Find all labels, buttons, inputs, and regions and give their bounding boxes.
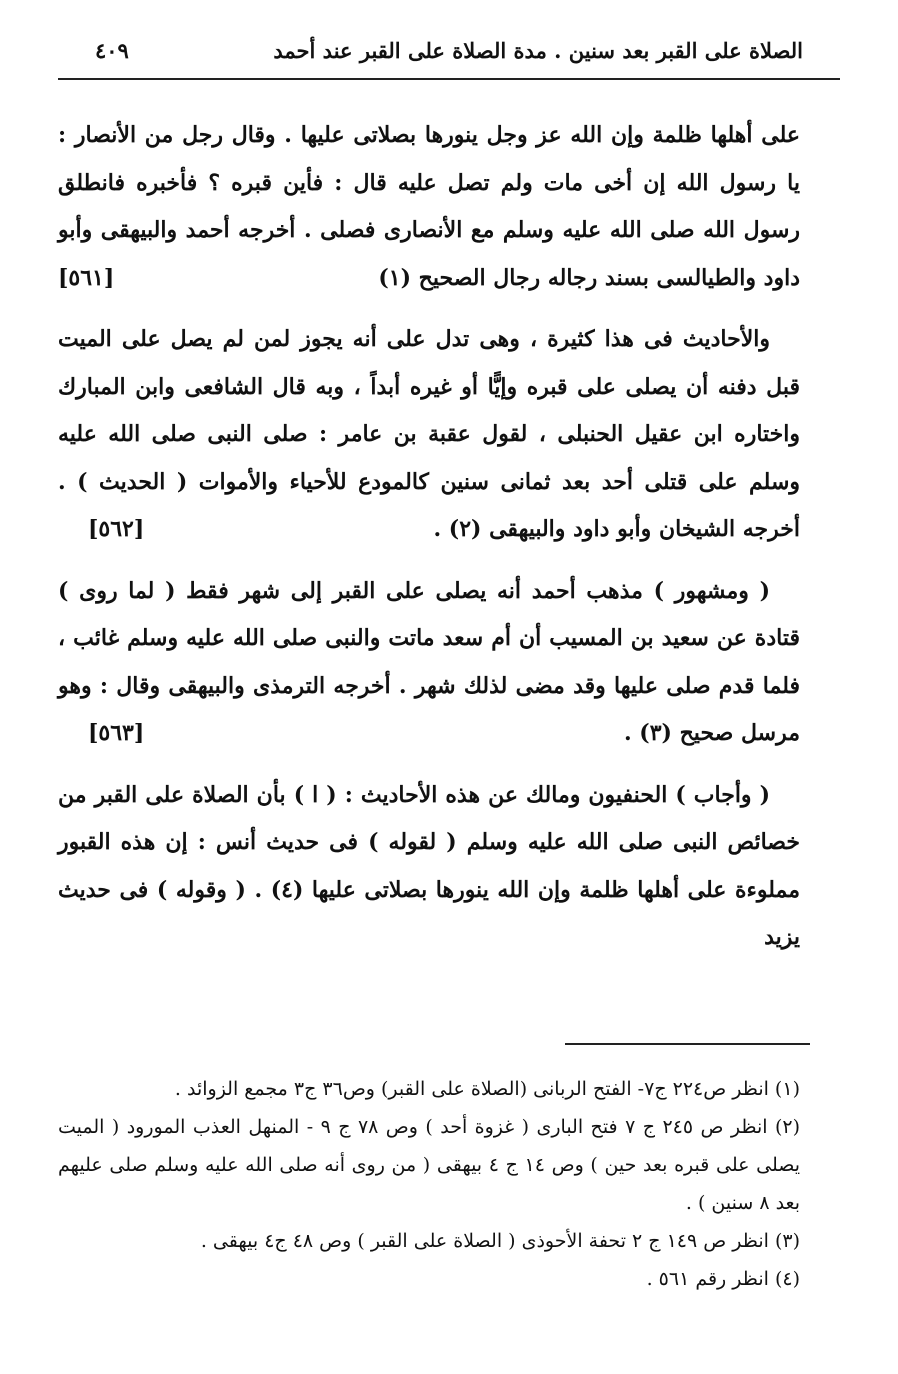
paragraph-text: ( ومشهور ) مذهب أحمد أنه يصلى على القبر إلى شهر فقط ( لما روى ) قتادة عن سعيد بن المسيب أن أم سعد ماتت والنبى صلى الله عليه وسلم غائب ، فلما قدم صلى عليها وقد مضى لذلك شهر . أخرجه الترمذى والبيهقى وقال : وهو مرسل صحيح (٣) . — [58, 577, 800, 746]
paragraph — [58, 568, 800, 758]
main-text — [58, 112, 800, 962]
running-head — [95, 34, 803, 68]
paragraph-text: والأحاديث فى هذا كثيرة ، وهى تدل على أنه يجوز لمن لم يصل على الميت قبل دفنه أن يصلى على قبره وإيًّا أو غيره أبداً ، وبه قال الشافعى وابن المبارك واختاره ابن عقيل الحنبلى ، لقول عقبة بن عامر : صلى النبى صلى الله عليه وسلم على قتلى أحد بعد ثمانى سنين كالمودع للأحياء والأموات ( الحديث ) . أخرجه الشيخان وأبو داود والبيهقى (٢) . — [58, 326, 800, 542]
footnote: (٤) انظر رقم ٥٦١ . — [646, 1268, 800, 1290]
paragraph — [58, 316, 800, 554]
footnotes — [58, 1070, 800, 1298]
hadith-number: [٥٦١] — [58, 264, 115, 291]
footnote: (٣) انظر ص ١٤٩ ج ٢ تحفة الأحوذى ( الصلاة على القبر ) وص ٤٨ ج٤ بيهقى . — [200, 1230, 800, 1252]
paragraph — [58, 772, 800, 962]
hadith-number: [٥٦٣] — [88, 720, 145, 746]
page-number: ٤٠٩ — [95, 38, 129, 63]
running-head-title: الصلاة على القبر بعد سنين . مدة الصلاة على القبر عند أحمد — [273, 38, 803, 63]
footnote: (١) انظر ص٢٢٤ ج٧- الفتح الربانى (الصلاة على القبر) وص٣٦ ج٣ مجمع الزوائد . — [174, 1078, 800, 1100]
hadith-number: [٥٦٢] — [88, 516, 145, 542]
header-rule — [58, 78, 840, 80]
footnote-rule — [565, 1043, 810, 1045]
footnote: (٢) انظر ص ٢٤٥ ج ٧ فتح البارى ( غزوة أحد ) وص ٧٨ ج ٩ - المنهل العذب المورود ( الميت يصلى على قبره بعد حين ) وص ١٤ ج ٤ بيهقى ( من روى أنه صلى الله عليه وسلم صلى عليهم بعد ٨ سنين ) . — [58, 1116, 801, 1214]
paragraph-text: على أهلها ظلمة وإن الله عز وجل ينورها بصلاتى عليها . وقال رجل من الأنصار : يا رسول الله إن أخى مات ولم تصل عليه قال : فأين قبره ؟ فأخبره فانطلق رسول الله صلى الله عليه وسلم مع الأنصارى فصلى . أخرجه أحمد والبيهقى وأبو داود والطيالسى بسند رجاله رجال الصحيح (١) — [58, 122, 800, 291]
paragraph — [58, 112, 800, 302]
paragraph-text: ( وأجاب ) الحنفيون ومالك عن هذه الأحاديث : ( ا ) بأن الصلاة على القبر من خصائص النبى صلى الله عليه وسلم ( لقوله ) فى حديث أنس : إن هذه القبور مملوءة على أهلها ظلمة وإن الله ينورها بصلاتى عليها (٤) . ( وقوله ) فى حديث يزيد — [58, 781, 801, 950]
